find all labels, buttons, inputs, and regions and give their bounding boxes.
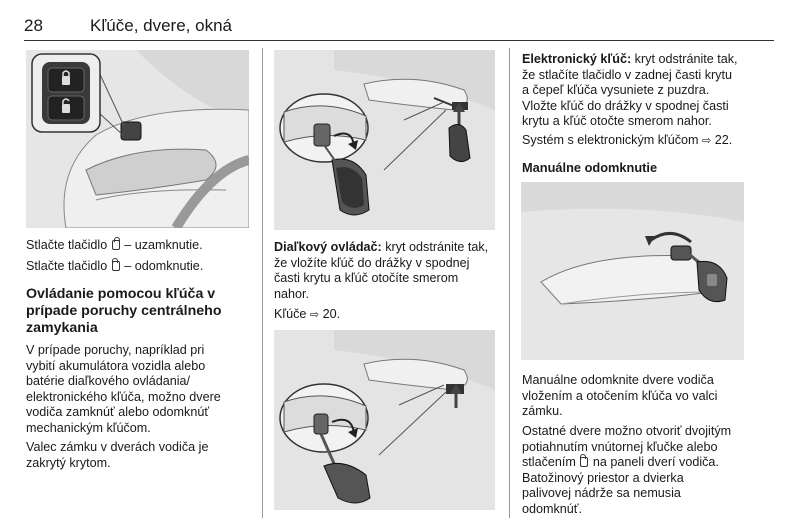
- key-cylinder-figure: [274, 330, 495, 510]
- electronic-system-reference: Systém s elektronickým kľúčom ⇨ 22.: [522, 133, 733, 147]
- chapter-title: Kľúče, dvere, okná: [90, 16, 232, 35]
- page-number: 28: [24, 16, 43, 35]
- lock-instruction: Stlačte tlačidlo – uzamknutie.: [26, 238, 203, 252]
- electronic-key-paragraph: Elektronický kľúč: kryt odstránite tak, že stlačíte tlačidlo v zadnej časti krytu a čepeľ kľúča vysuniete z puzdra. Vložte kľúč do drážky v spodnej časti krytu a kľúč otočte smerom nahor.: [522, 52, 738, 129]
- column-divider-2: [509, 48, 510, 518]
- section-heading: Ovládanie pomocou kľúča v prípade poruchy centrálneho zamykania: [26, 286, 222, 336]
- lock-icon: [112, 240, 120, 250]
- failure-paragraph: V prípade poruchy, napríklad pri vybití akumulátora vozidla alebo batérie diaľkového ovládania/ elektronického kľúča, možno dvere vodiča zamknúť alebo odomknúť mechanickým kľúčom.: [26, 343, 221, 435]
- page-header: [24, 14, 774, 41]
- unlock-icon: [580, 457, 588, 467]
- remote-key-cap-figure: [274, 50, 495, 230]
- manual-unlock-paragraph: Manuálne odomknite dvere vodiča vložením a otočením kľúča vo valci zámku.: [522, 373, 718, 419]
- manual-unlock-heading: Manuálne odomknutie: [522, 160, 658, 175]
- cover-paragraph: Valec zámku v dverách vodiča je zakrytý krytom.: [26, 440, 209, 470]
- unlock-instruction: Stlačte tlačidlo – odomknutie.: [26, 259, 204, 273]
- door-lock-buttons-figure: [26, 50, 249, 228]
- other-doors-paragraph: Ostatné dvere možno otvoriť dvojitým potiahnutím vnútornej kľučke alebo stlačením na paneli dverí vodiča. Batožinový priestor a dvierka palivovej nádrže sa nemusia odomknúť.: [522, 424, 732, 516]
- manual-unlock-figure: [521, 182, 744, 360]
- keys-reference: Kľúče ⇨ 20.: [274, 307, 341, 321]
- remote-key-paragraph: Diaľkový ovládač: kryt odstránite tak, že vložíte kľúč do drážky v spodnej časti krytu a kľúč otočíte smerom nahor.: [274, 240, 489, 301]
- unlock-icon: [112, 261, 120, 271]
- page-ref-arrow-icon: ⇨: [309, 309, 320, 321]
- column-divider-1: [262, 48, 263, 518]
- page-ref-arrow-icon: ⇨: [702, 135, 712, 147]
